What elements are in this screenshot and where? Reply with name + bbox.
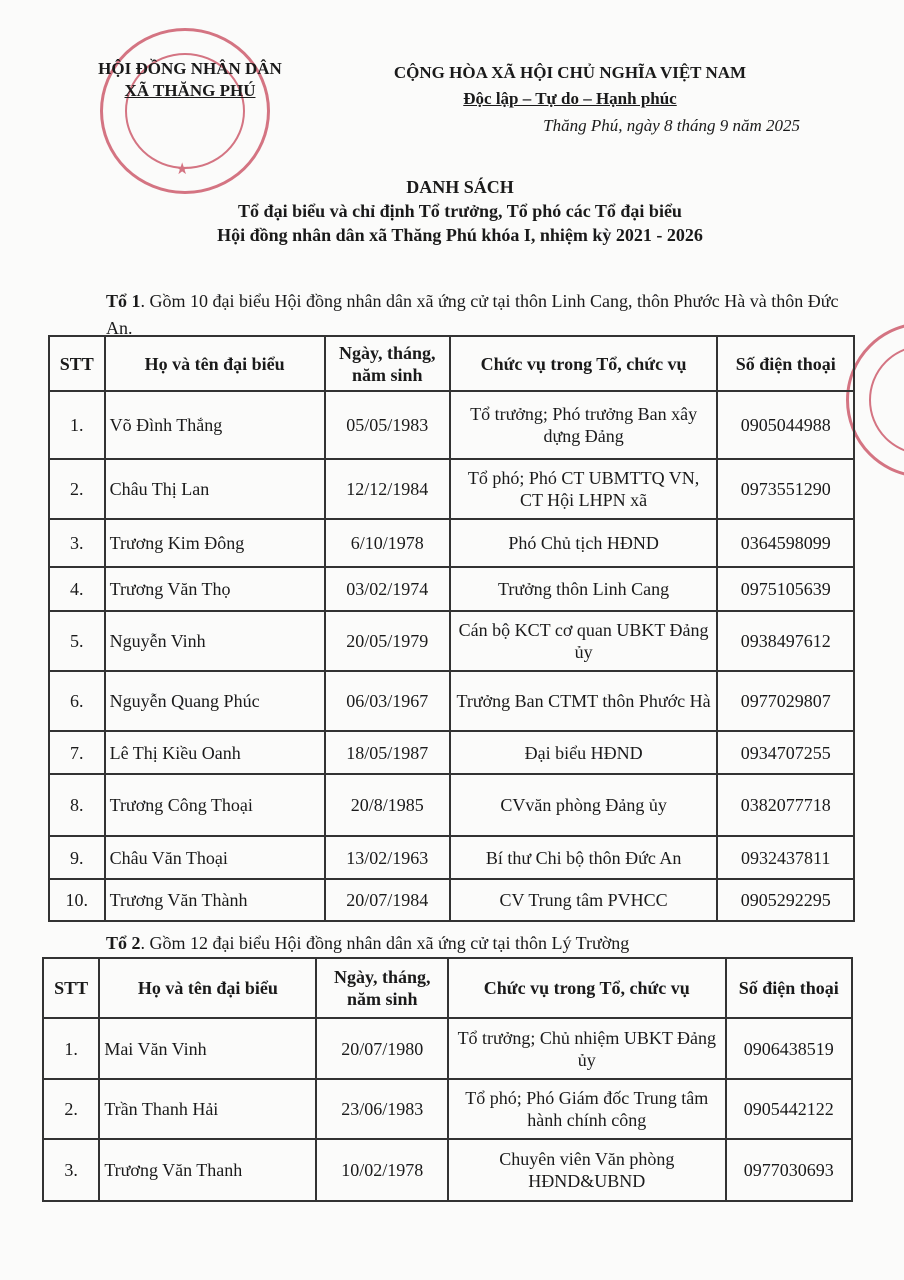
column-header-phone: Số điện thoại: [726, 958, 852, 1018]
table-row: [49, 611, 854, 671]
official-seal-top: ★: [100, 28, 270, 194]
group1-intro: [106, 288, 846, 342]
cell-phone: 0975105639: [717, 567, 854, 611]
cell-phone: 0977029807: [717, 671, 854, 731]
cell-position: CVvăn phòng Đảng ủy: [450, 774, 718, 836]
cell-birthdate: 06/03/1967: [325, 671, 450, 731]
cell-position: Tổ phó; Phó Giám đốc Trung tâm hành chính công: [448, 1079, 726, 1139]
group2-label: Tổ 2: [106, 933, 141, 953]
cell-stt: 10.: [49, 879, 105, 921]
table-row: [43, 1079, 852, 1139]
cell-phone: 0934707255: [717, 731, 854, 774]
column-header-name: Họ và tên đại biểu: [99, 958, 316, 1018]
group1-label: Tổ 1: [106, 291, 141, 311]
title-sub1: Tổ đại biểu và chỉ định Tổ trưởng, Tổ phó các Tổ đại biểu: [238, 201, 682, 221]
cell-birthdate: 20/8/1985: [325, 774, 450, 836]
cell-position: Phó Chủ tịch HĐND: [450, 519, 718, 567]
cell-position: Tổ trưởng; Phó trưởng Ban xây dựng Đảng: [450, 391, 718, 459]
header-row: [43, 958, 852, 1018]
group2-intro: [106, 930, 846, 957]
cell-name: Trần Thanh Hải: [99, 1079, 316, 1139]
group2-description: . Gồm 12 đại biểu Hội đồng nhân dân xã ứng cử tại thôn Lý Trường: [140, 933, 630, 953]
cell-phone: 0905442122: [726, 1079, 852, 1139]
national-header: [330, 60, 810, 112]
column-header-stt: STT: [49, 336, 105, 391]
cell-position: CV Trung tâm PVHCC: [450, 879, 718, 921]
cell-stt: 5.: [49, 611, 105, 671]
cell-stt: 6.: [49, 671, 105, 731]
document-title: [100, 175, 820, 247]
org-name-line1: HỘI ĐỒNG NHÂN DÂN: [98, 59, 282, 78]
table-row: [49, 519, 854, 567]
cell-stt: 4.: [49, 567, 105, 611]
column-header-birthdate: Ngày, tháng, năm sinh: [325, 336, 450, 391]
cell-name: Mai Văn Vinh: [99, 1018, 316, 1079]
table-row: [43, 1018, 852, 1079]
table-row: [49, 774, 854, 836]
group2-table: [42, 957, 853, 1202]
cell-stt: 2.: [43, 1079, 99, 1139]
table-row: [49, 879, 854, 921]
issuing-organization: [60, 58, 320, 102]
table-row: [43, 1139, 852, 1201]
cell-birthdate: 6/10/1978: [325, 519, 450, 567]
cell-stt: 3.: [43, 1139, 99, 1201]
cell-position: Trưởng Ban CTMT thôn Phước Hà: [450, 671, 718, 731]
cell-phone: 0905292295: [717, 879, 854, 921]
cell-birthdate: 03/02/1974: [325, 567, 450, 611]
table-row: [49, 391, 854, 459]
column-header-position: Chức vụ trong Tổ, chức vụ: [450, 336, 718, 391]
cell-stt: 3.: [49, 519, 105, 567]
cell-position: Tổ phó; Phó CT UBMTTQ VN, CT Hội LHPN xã: [450, 459, 718, 519]
table-row: [49, 836, 854, 879]
title-sub2: Hội đồng nhân dân xã Thăng Phú khóa I, nhiệm kỳ 2021 - 2026: [217, 225, 703, 245]
cell-birthdate: 18/05/1987: [325, 731, 450, 774]
table-row: [49, 671, 854, 731]
cell-position: Đại biểu HĐND: [450, 731, 718, 774]
cell-name: Nguyễn Quang Phúc: [105, 671, 325, 731]
group1-description: . Gồm 10 đại biểu Hội đồng nhân dân xã ứng cử tại thôn Linh Cang, thôn Phước Hà và thôn Đức An.: [106, 291, 839, 338]
cell-position: Tổ trưởng; Chủ nhiệm UBKT Đảng ủy: [448, 1018, 726, 1079]
cell-phone: 0906438519: [726, 1018, 852, 1079]
cell-birthdate: 23/06/1983: [316, 1079, 448, 1139]
cell-position: Chuyên viên Văn phòng HĐND&UBND: [448, 1139, 726, 1201]
title-main: DANH SÁCH: [406, 177, 514, 197]
cell-name: Võ Đình Thắng: [105, 391, 325, 459]
table-row: [49, 459, 854, 519]
cell-name: Châu Văn Thoại: [105, 836, 325, 879]
table-row: [49, 567, 854, 611]
cell-birthdate: 10/02/1978: [316, 1139, 448, 1201]
column-header-birthdate: Ngày, tháng, năm sinh: [316, 958, 448, 1018]
column-header-stt: STT: [43, 958, 99, 1018]
cell-name: Trương Văn Thành: [105, 879, 325, 921]
cell-phone: 0973551290: [717, 459, 854, 519]
cell-stt: 8.: [49, 774, 105, 836]
cell-name: Trương Công Thoại: [105, 774, 325, 836]
cell-birthdate: 12/12/1984: [325, 459, 450, 519]
cell-position: Cán bộ KCT cơ quan UBKT Đảng ủy: [450, 611, 718, 671]
nation-name: CỘNG HÒA XÃ HỘI CHỦ NGHĨA VIỆT NAM: [393, 63, 747, 82]
cell-phone: 0382077718: [717, 774, 854, 836]
cell-position: Bí thư Chi bộ thôn Đức An: [450, 836, 718, 879]
table-row: [49, 731, 854, 774]
column-header-position: Chức vụ trong Tổ, chức vụ: [448, 958, 726, 1018]
cell-stt: 2.: [49, 459, 105, 519]
cell-name: Trương Văn Thanh: [99, 1139, 316, 1201]
group1-table: [48, 335, 855, 922]
header-row: [49, 336, 854, 391]
cell-stt: 1.: [43, 1018, 99, 1079]
cell-phone: 0938497612: [717, 611, 854, 671]
cell-birthdate: 20/05/1979: [325, 611, 450, 671]
cell-stt: 1.: [49, 391, 105, 459]
cell-position: Trưởng thôn Linh Cang: [450, 567, 718, 611]
cell-stt: 7.: [49, 731, 105, 774]
cell-name: Lê Thị Kiều Oanh: [105, 731, 325, 774]
column-header-phone: Số điện thoại: [717, 336, 854, 391]
cell-phone: 0364598099: [717, 519, 854, 567]
cell-phone: 0905044988: [717, 391, 854, 459]
cell-birthdate: 20/07/1984: [325, 879, 450, 921]
cell-birthdate: 20/07/1980: [316, 1018, 448, 1079]
cell-name: Trương Kim Đông: [105, 519, 325, 567]
cell-birthdate: 05/05/1983: [325, 391, 450, 459]
cell-name: Trương Văn Thọ: [105, 567, 325, 611]
cell-stt: 9.: [49, 836, 105, 879]
document-date: Thăng Phú, ngày 8 tháng 9 năm 2025: [543, 116, 800, 135]
national-motto: Độc lập – Tự do – Hạnh phúc: [463, 89, 677, 108]
column-header-name: Họ và tên đại biểu: [105, 336, 325, 391]
org-name-line2: XÃ THĂNG PHÚ: [124, 81, 256, 100]
cell-phone: 0977030693: [726, 1139, 852, 1201]
cell-phone: 0932437811: [717, 836, 854, 879]
cell-name: Nguyễn Vinh: [105, 611, 325, 671]
cell-name: Châu Thị Lan: [105, 459, 325, 519]
cell-birthdate: 13/02/1963: [325, 836, 450, 879]
